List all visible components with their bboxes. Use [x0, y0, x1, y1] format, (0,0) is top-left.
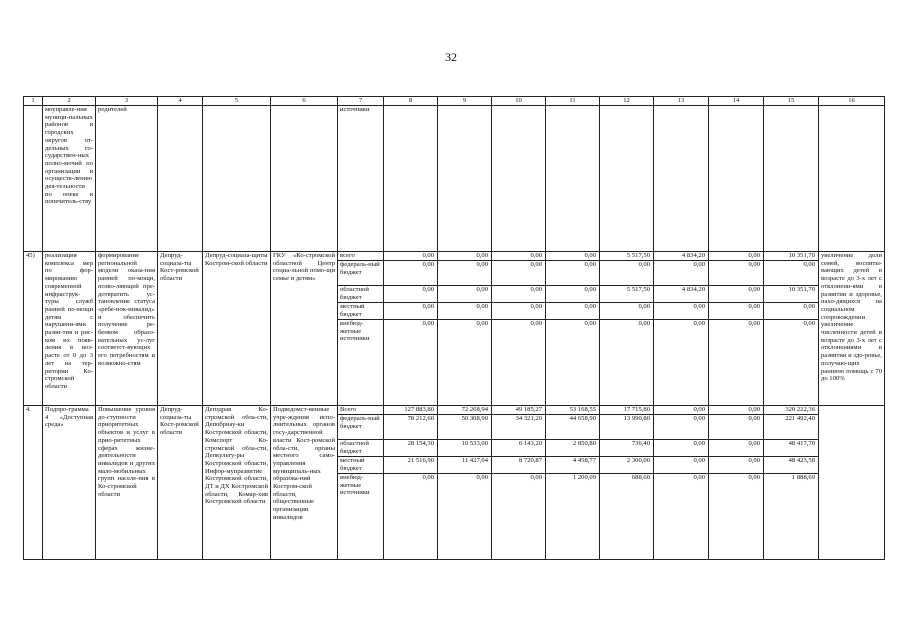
amount-cell: 0,00 — [709, 415, 764, 440]
row-number: 4. — [24, 406, 43, 560]
responsible-executor: Депруд-социаза-ты Кост-ромской области — [158, 252, 203, 406]
table-cell — [600, 106, 654, 252]
amount-cell: 5 517,50 — [600, 286, 654, 303]
column-number: 12 — [600, 97, 654, 106]
amount-cell: 0,00 — [438, 320, 492, 406]
amount-cell: 127 883,80 — [384, 406, 438, 415]
funding-source: внебюд-жетные источники — [338, 474, 384, 560]
amount-cell: 0,00 — [764, 320, 819, 406]
amount-cell: 6 143,20 — [492, 440, 546, 457]
amount-cell: 0,00 — [654, 474, 709, 560]
amount-cell: 53 168,55 — [546, 406, 600, 415]
column-number: 8 — [384, 97, 438, 106]
amount-cell: 0,00 — [709, 261, 764, 286]
table-cell — [158, 106, 203, 252]
amount-cell: 0,00 — [654, 303, 709, 320]
table-cell: родителей — [96, 106, 158, 252]
amount-cell: 34 321,20 — [492, 415, 546, 440]
amount-cell: 0,00 — [600, 261, 654, 286]
amount-cell: 0,00 — [384, 286, 438, 303]
amount-cell: 0,00 — [384, 303, 438, 320]
amount-cell: 48 417,70 — [764, 440, 819, 457]
amount-cell: 0,00 — [654, 440, 709, 457]
amount-cell: 4 834,20 — [654, 286, 709, 303]
amount-cell: 0,00 — [438, 252, 492, 261]
amount-cell: 0,00 — [492, 474, 546, 560]
amount-cell: 49 185,27 — [492, 406, 546, 415]
column-number: 10 — [492, 97, 546, 106]
amount-cell: 48 423,58 — [764, 457, 819, 474]
funding-source: областной бюджет — [338, 440, 384, 457]
amount-cell: 0,00 — [709, 252, 764, 261]
participants: ГКУ «Ко-стромской областной Центр социа-льной помо-щи семье и детям» — [271, 252, 338, 406]
amount-cell: 0,00 — [438, 474, 492, 560]
amount-cell: 0,00 — [492, 286, 546, 303]
participants: Подведомст-венные учре-ждения испо-лнительных органов госу-дарственной власти Кост-ромской обла-сти, органы местного само-управления муниципаль-ных образова-ний Костром-ской области, общественные организации инвалидов — [271, 406, 338, 560]
amount-cell: 13 990,80 — [600, 415, 654, 440]
table-row — [24, 106, 885, 252]
amount-cell: 5 517,50 — [600, 252, 654, 261]
amount-cell: 0,00 — [492, 261, 546, 286]
measure-name: Подпро-грамма 4 «Доступная среда» — [43, 406, 96, 560]
measure-goal: Повышение уровня до-ступности приоритетных объектов и услуг в прио-ритетных сферах жизне-деятельности инвалидов и других мало-мобильных групп населе-ния в Ко-стромской области — [96, 406, 158, 560]
amount-cell: 4 834,20 — [654, 252, 709, 261]
table-cell: моуправле-ния муници-пальных районов и городских округов от-дельных го-сударствен-ных полно-мочий по организации и осуществ-лению дея-тельности по опеке и попечитель-ству — [43, 106, 96, 252]
amount-cell: 0,00 — [709, 286, 764, 303]
funding-source: федераль-ный бюджет — [338, 261, 384, 286]
amount-cell: 0,00 — [709, 457, 764, 474]
amount-cell: 10 533,00 — [438, 440, 492, 457]
column-number: 7 — [338, 97, 384, 106]
funding-source: местный бюджет — [338, 457, 384, 474]
amount-cell: 10 351,70 — [764, 286, 819, 303]
column-number: 3 — [96, 97, 158, 106]
amount-cell: 0,00 — [600, 303, 654, 320]
amount-cell: 72 268,94 — [438, 406, 492, 415]
measure-name: реализация комплекса мер по фор-мированию современной инфраструк-туры служб ранней по-мощи детям с нарушени-ями разви-тия и рис-ком их появ-ления в воз-расте от 0 до 3 лет на тер-ритории Ко-стромской области — [43, 252, 96, 406]
column-number: 2 — [43, 97, 96, 106]
amount-cell: 688,60 — [600, 474, 654, 560]
amount-cell: 4 458,77 — [546, 457, 600, 474]
column-number: 1 — [24, 97, 43, 106]
amount-cell: 0,00 — [492, 320, 546, 406]
column-number: 5 — [203, 97, 271, 106]
table-cell — [384, 106, 438, 252]
expected-result — [819, 406, 885, 560]
funding-source: федераль-ный бюджет — [338, 415, 384, 440]
amount-cell: 2 300,00 — [600, 457, 654, 474]
funding-source: внебюд-жетные источники — [338, 320, 384, 406]
row-number: 45) — [24, 252, 43, 406]
amount-cell: 50 308,90 — [438, 415, 492, 440]
column-number: 14 — [709, 97, 764, 106]
measure-goal: формирование региональной модели оказа-ния ранней по-мощи, позво-ляющей пре-дотвратить ус-тановление статуса «ребе-нок-инвалид» и обеспечить получение ре-бенком образо-вательных ус-луг соответст-вующих его потребностям и возможно-стям — [96, 252, 158, 406]
amount-cell: 0,00 — [764, 303, 819, 320]
amount-cell: 221 492,40 — [764, 415, 819, 440]
column-number: 9 — [438, 97, 492, 106]
amount-cell: 0,00 — [546, 261, 600, 286]
amount-cell: 0,00 — [709, 320, 764, 406]
amount-cell: 0,00 — [384, 261, 438, 286]
amount-cell: 0,00 — [654, 406, 709, 415]
amount-cell: 0,00 — [384, 252, 438, 261]
table-cell — [438, 106, 492, 252]
amount-cell: 0,00 — [654, 457, 709, 474]
amount-cell: 17 715,80 — [600, 406, 654, 415]
amount-cell: 0,00 — [709, 303, 764, 320]
amount-cell: 0,00 — [438, 286, 492, 303]
amount-cell: 2 850,80 — [546, 440, 600, 457]
amount-cell: 1 200,09 — [546, 474, 600, 560]
amount-cell: 320 222,36 — [764, 406, 819, 415]
table-cell — [271, 106, 338, 252]
funding-source: областной бюджет — [338, 286, 384, 303]
column-number: 6 — [271, 97, 338, 106]
responsible-executor: Депруд-социаза-ты Кост-ромской области — [158, 406, 203, 560]
program-table — [23, 96, 885, 560]
amount-cell: 78 212,60 — [384, 415, 438, 440]
amount-cell: 0,00 — [546, 252, 600, 261]
funding-source: Всего — [338, 406, 384, 415]
amount-cell: 0,00 — [546, 303, 600, 320]
amount-cell: 0,00 — [438, 261, 492, 286]
co-executors: Депруд-социаза-щиты Костром-ской области — [203, 252, 271, 406]
column-number: 16 — [819, 97, 885, 106]
amount-cell: 44 658,90 — [546, 415, 600, 440]
amount-cell: 21 516,90 — [384, 457, 438, 474]
amount-cell: 0,00 — [654, 415, 709, 440]
amount-cell: 0,00 — [654, 261, 709, 286]
amount-cell: 0,00 — [709, 406, 764, 415]
co-executors: Депздрав Ко-стромской обла-сти, Депобрнау-ки Костромской области, Комспорт Ко-стромской обла-сти, Депкульту-ры Костромской области, Инфор-мупразвитие Костромской области, ДТ и ДХ Костромской области, Комар-хив Костромской области — [203, 406, 271, 560]
amount-cell: 0,00 — [438, 303, 492, 320]
amount-cell: 0,00 — [492, 252, 546, 261]
table-row — [24, 252, 885, 261]
table-cell — [709, 106, 764, 252]
amount-cell: 0,00 — [492, 303, 546, 320]
table-cell: источники — [338, 106, 384, 252]
amount-cell: 0,00 — [654, 320, 709, 406]
amount-cell: 10 351,70 — [764, 252, 819, 261]
table-cell — [819, 106, 885, 252]
amount-cell: 0,00 — [546, 286, 600, 303]
table-cell — [492, 106, 546, 252]
column-number: 11 — [546, 97, 600, 106]
table-cell — [654, 106, 709, 252]
amount-cell: 8 720,87 — [492, 457, 546, 474]
expected-result: увеличение доли семей, воспиты-вающих детей в возрасте до 3-х лет с отклонени-ями в развитии и здоровье, нахо-дящихся на социальном сопровождении увеличение численности детей в возрасте до 3-х лет с отклонениями в развитии и здо-ровье, получаю-щих раннюю помощь с 70 до 100% — [819, 252, 885, 406]
column-number-row — [24, 97, 885, 106]
amount-cell: 0,00 — [709, 474, 764, 560]
amount-cell: 0,00 — [709, 440, 764, 457]
table-cell — [203, 106, 271, 252]
amount-cell: 0,00 — [384, 474, 438, 560]
table-cell — [546, 106, 600, 252]
amount-cell: 1 888,69 — [764, 474, 819, 560]
amount-cell: 0,00 — [600, 320, 654, 406]
column-number: 15 — [764, 97, 819, 106]
amount-cell: 0,00 — [764, 261, 819, 286]
amount-cell: 28 154,30 — [384, 440, 438, 457]
amount-cell: 0,00 — [384, 320, 438, 406]
funding-source: всего — [338, 252, 384, 261]
amount-cell: 736,40 — [600, 440, 654, 457]
page-number: 32 — [445, 50, 457, 64]
table-cell — [764, 106, 819, 252]
column-number: 13 — [654, 97, 709, 106]
column-number: 4 — [158, 97, 203, 106]
funding-source: местный бюджет — [338, 303, 384, 320]
amount-cell: 0,00 — [546, 320, 600, 406]
amount-cell: 11 427,04 — [438, 457, 492, 474]
table-cell — [24, 106, 43, 252]
table-row — [24, 406, 885, 415]
